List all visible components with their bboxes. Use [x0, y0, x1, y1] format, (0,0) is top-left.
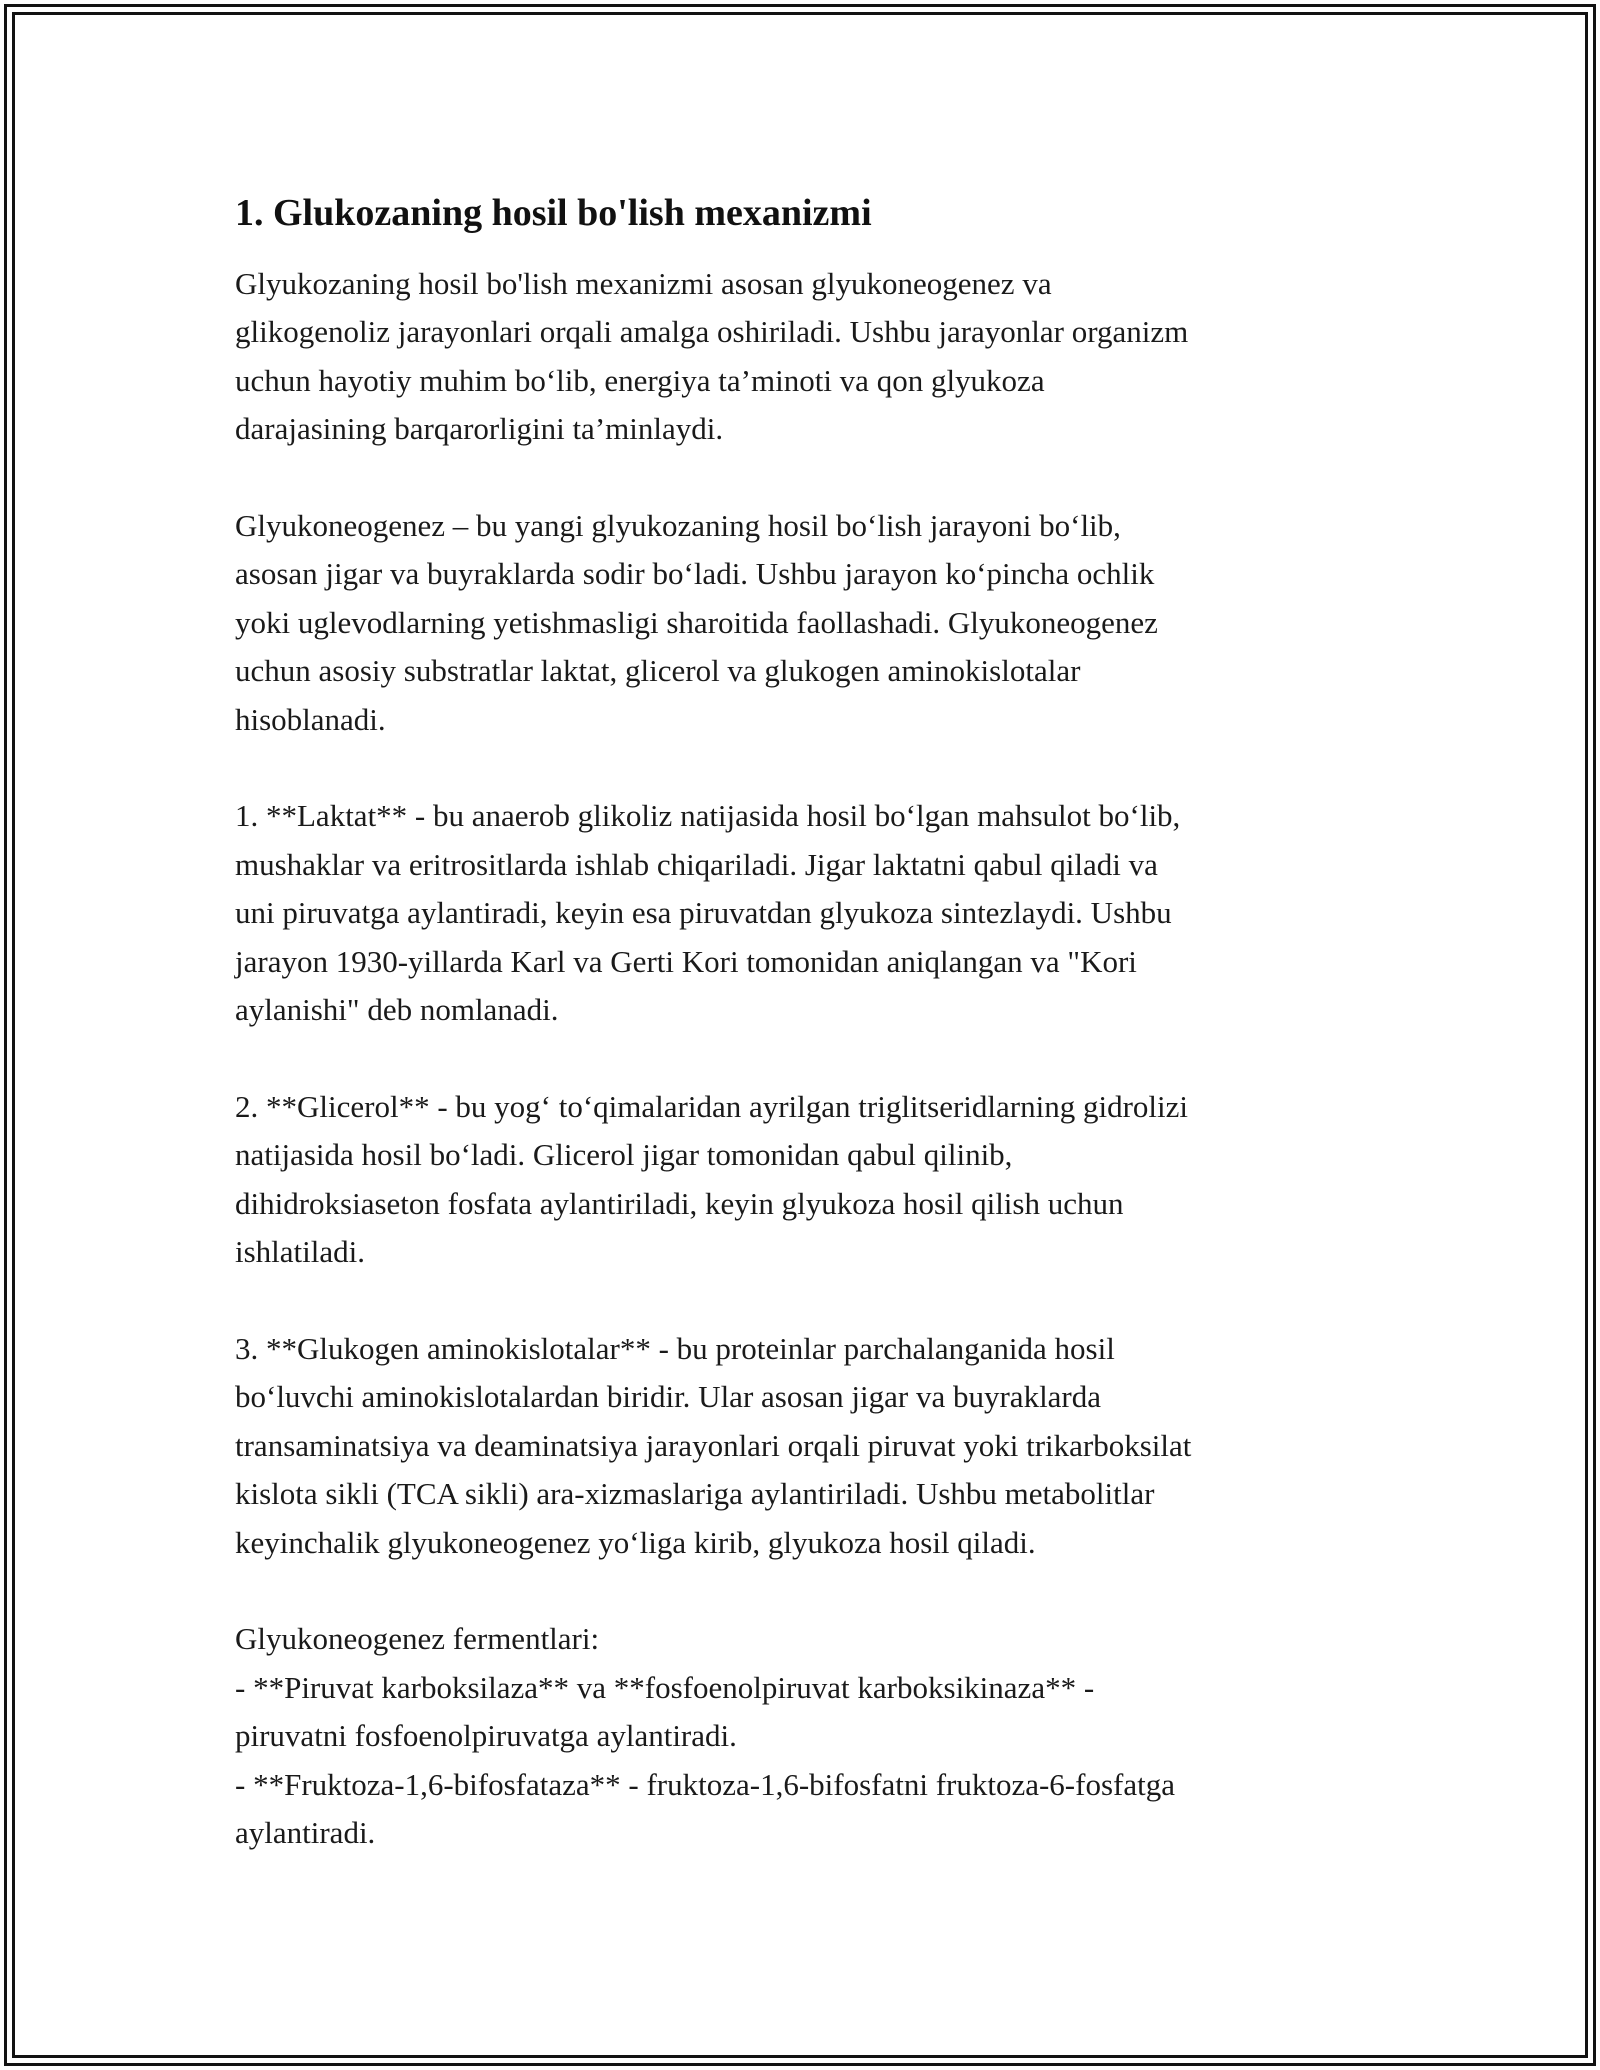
paragraph-glicerol: 2. **Glicerol** - bu yog‘ to‘qimalaridan ayrilgan triglitseridlarning gidrolizi natijasida hosil bo‘ladi. Glicerol jigar tomonidan qabul qilinib, dihidroksiaseton fosfata aylantiriladi, keyin glyukoza hosil qilish uchun ishlatiladi.	[235, 1088, 1189, 1270]
paragraph-spacer	[235, 744, 1385, 792]
paragraph-fermentlar: Glyukoneogenez fermentlari: - **Piruvat karboksilaza** va **fosfoenolpiruvat karboksikinaza** - piruvatni fosfoenolpiruvatga aylantiradi. - **Fruktoza-1,6-bifosfataza** - fruktoza-1,6-bifosfatni fruktoza-6-fosfatga aylantiradi.	[235, 1621, 1175, 1850]
paragraph-spacer	[235, 454, 1385, 502]
paragraph-glyukoneogenez: Glyukoneogenez – bu yangi glyukozaning hosil bo‘lish jarayoni bo‘lib, asosan jigar va buyraklarda sodir bo‘ladi. Ushbu jarayon ko‘pincha ochlik yoki uglevodlarning yetishmasligi sharoitida faollashadi. Glyukoneogenez uchun asosiy substratlar laktat, glicerol va glukogen aminokislotalar hisoblanadi.	[235, 508, 1158, 737]
paragraph-spacer	[235, 1034, 1385, 1082]
paragraph-spacer	[235, 1567, 1385, 1615]
page-title: 1. Glukozaning hosil bo'lish mexanizmi	[235, 192, 872, 234]
paragraph-spacer	[235, 1276, 1385, 1324]
paragraph-intro: Glyukozaning hosil bo'lish mexanizmi asosan glyukoneogenez va glikogenoliz jarayonlari orqali amalga oshiriladi. Ushbu jarayonlar organizm uchun hayotiy muhim bo‘lib, energiya ta’minoti va qon glyukoza darajasining barqarorligini ta’minlaydi.	[235, 266, 1189, 447]
paragraph-glukogen-aminokislotalar: 3. **Glukogen aminokislotalar** - bu proteinlar parchalanganida hosil bo‘luvchi aminokislotalardan biridir. Ular asosan jigar va buyraklarda transaminatsiya va deaminatsiya jarayonlari orqali piruvat yoki trikarboksilat kislota sikli (TCA sikli) ara-xizmaslariga aylantiriladi. Ushbu metabolitlar keyinchalik glyukoneogenez yo‘liga kirib, glyukoza hosil qiladi.	[235, 1330, 1192, 1560]
paragraph-laktat: 1. **Laktat** - bu anaerob glikoliz natijasida hosil bo‘lgan mahsulot bo‘lib, mushaklar va eritrositlarda ishlab chiqariladi. Jigar laktatni qabul qiladi va uni piruvatga aylantiradi, keyin esa piruvatdan glyukoza sintezlaydi. Ushbu jarayon 1930-yillarda Karl va Gerti Kori tomonidan aniqlangan va "Kori aylanishi" deb nomlanadi.	[235, 798, 1181, 1028]
document-body	[235, 186, 1385, 1857]
